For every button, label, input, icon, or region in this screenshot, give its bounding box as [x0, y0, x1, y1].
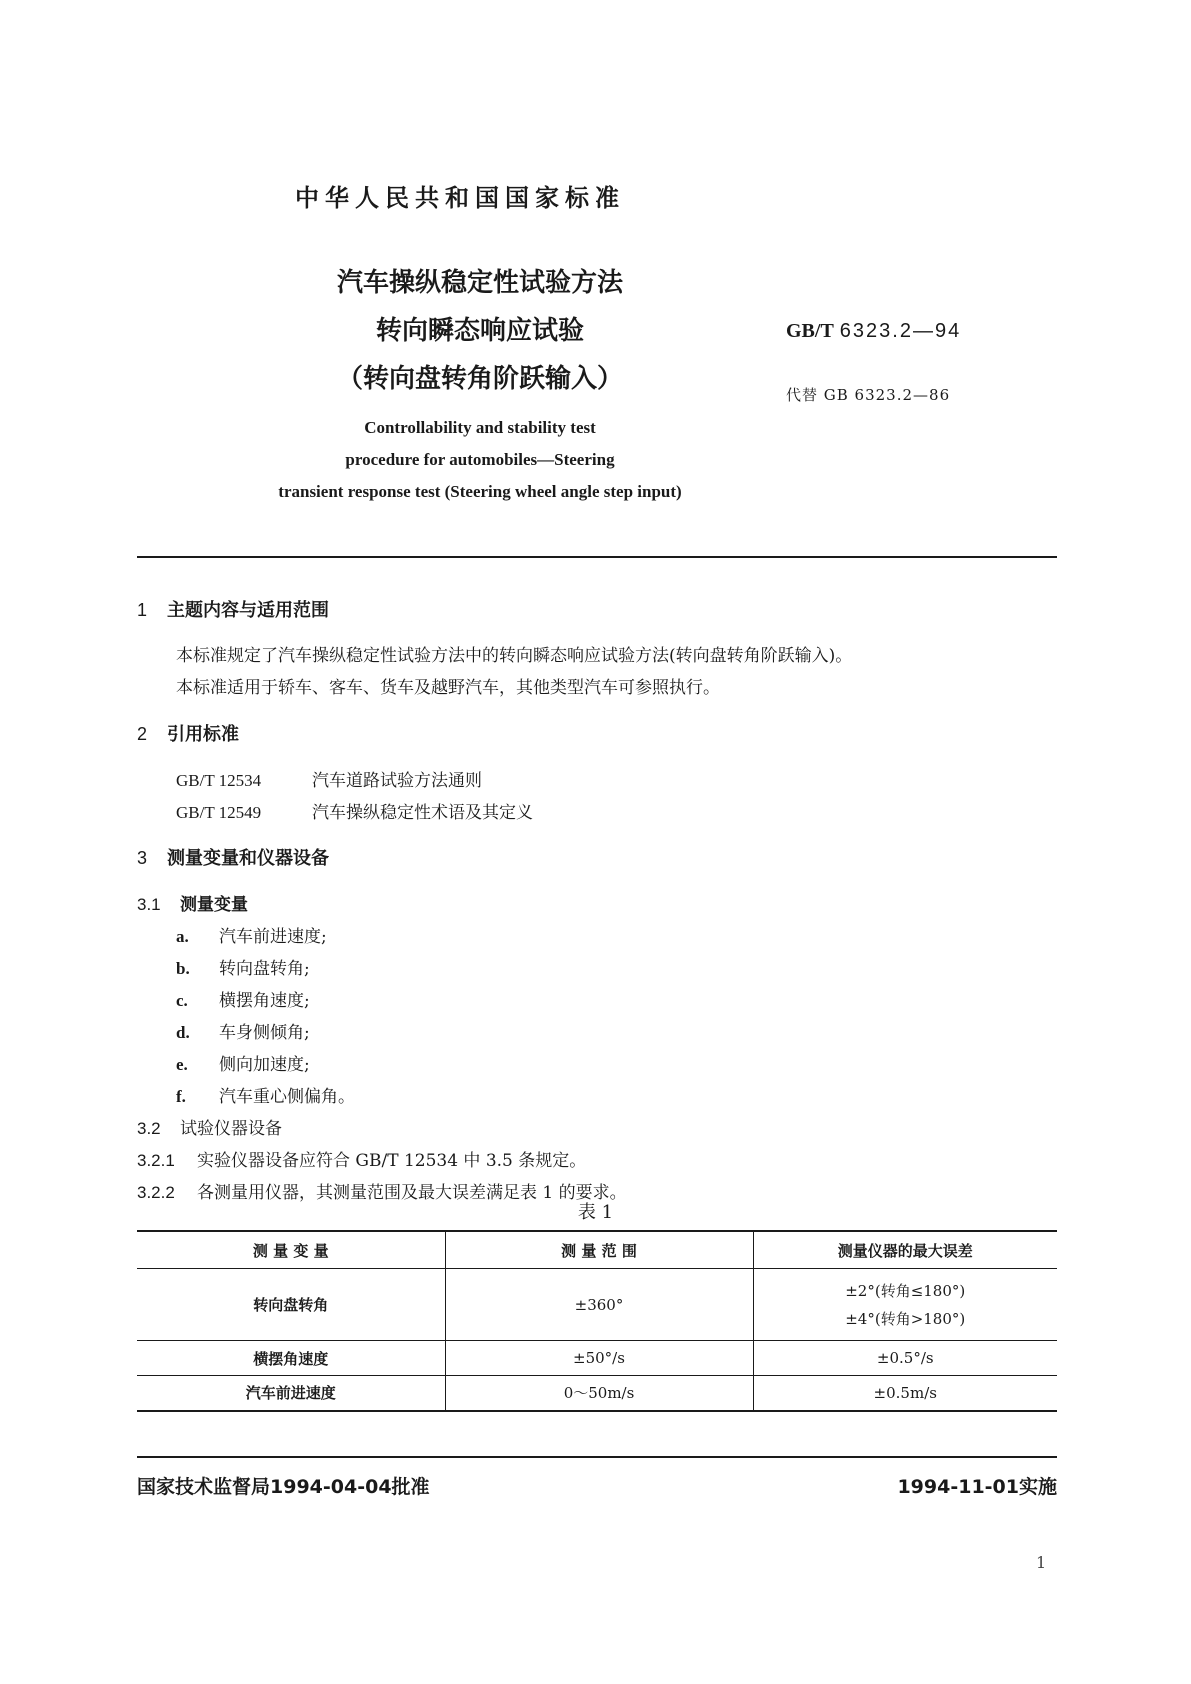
reference-title: 汽车道路试验方法通则	[312, 771, 482, 791]
cell-error-line: ±4°(转角>180°)	[845, 1309, 966, 1328]
reference-item	[176, 798, 533, 823]
implementation-date: 1994-11-01实施	[897, 1476, 1057, 1498]
table-row	[137, 1269, 1057, 1341]
clause-title: 试验仪器设备	[180, 1119, 282, 1139]
section-1-paragraph-2: 本标准适用于轿车、客车、货车及越野汽车，其他类型汽车可参照执行。	[176, 678, 720, 698]
clause-3-2-heading	[137, 1114, 282, 1139]
section-number: 2	[137, 724, 148, 744]
list-marker: b.	[176, 959, 190, 978]
table-row	[137, 1376, 1057, 1411]
title-cn-line-1: 汽车操纵稳定性试验方法	[336, 268, 623, 298]
list-item	[176, 986, 310, 1011]
reference-title: 汽车操纵稳定性术语及其定义	[312, 803, 533, 823]
cell-error: ±0.5m/s	[753, 1376, 1057, 1411]
section-title: 主题内容与适用范围	[167, 600, 329, 621]
measurement-table	[137, 1230, 1057, 1412]
reference-code: GB/T 12534	[176, 771, 262, 790]
reference-code: GB/T 12549	[176, 803, 262, 822]
cell-variable: 横摆角速度	[137, 1341, 445, 1376]
column-header-range: 测 量 范 围	[445, 1231, 753, 1269]
section-1-paragraph-1: 本标准规定了汽车操纵稳定性试验方法中的转向瞬态响应试验方法(转向盘转角阶跃输入)。	[176, 646, 853, 666]
clause-title: 测量变量	[180, 895, 248, 915]
list-marker: c.	[176, 991, 188, 1010]
cell-range: 0～50m/s	[445, 1376, 753, 1411]
list-marker: e.	[176, 1055, 188, 1074]
replaces-standard: 代替 GB 6323.2—86	[786, 386, 951, 404]
clause-3-1-heading	[137, 890, 248, 915]
clause-number: 3.2.2	[137, 1183, 175, 1202]
cell-variable: 转向盘转角	[137, 1269, 445, 1341]
clause-number: 3.2	[137, 1119, 161, 1138]
clause-text: 各测量用仪器，其测量范围及最大误差满足表 1 的要求。	[197, 1183, 627, 1203]
list-item	[176, 1050, 310, 1075]
reference-item	[176, 766, 482, 791]
column-header-error: 测量仪器的最大误差	[753, 1231, 1057, 1269]
approval-date: 国家技术监督局1994-04-04批准	[137, 1476, 430, 1498]
list-text: 横摆角速度;	[219, 991, 310, 1011]
clause-number: 3.2.1	[137, 1151, 175, 1170]
list-item	[176, 954, 310, 979]
section-number: 3	[137, 848, 148, 868]
section-number: 1	[137, 600, 148, 620]
table-header-row	[137, 1231, 1057, 1269]
standard-number	[786, 318, 961, 343]
clause-3-2-1	[137, 1146, 586, 1171]
section-2-heading	[137, 720, 239, 746]
clause-text: 实验仪器设备应符合 GB/T 12534 中 3.5 条规定。	[197, 1151, 587, 1171]
section-3-heading	[137, 844, 329, 870]
title-en-line-3: transient response test (Steering wheel angle step input)	[278, 482, 682, 501]
list-text: 侧向加速度;	[219, 1055, 310, 1075]
list-text: 转向盘转角;	[219, 959, 310, 979]
standard-number-value: 6323.2—94	[839, 320, 962, 342]
list-marker: d.	[176, 1023, 190, 1042]
page-number: 1	[1036, 1553, 1047, 1572]
title-en-line-1: Controllability and stability test	[364, 418, 596, 437]
list-text: 汽车重心侧偏角。	[219, 1087, 355, 1107]
list-marker: f.	[176, 1087, 186, 1106]
cell-error-line: ±2°(转角≤180°)	[845, 1281, 966, 1300]
cell-range: ±360°	[445, 1269, 753, 1341]
list-text: 车身侧倾角;	[219, 1023, 310, 1043]
cell-error: ±0.5°/s	[753, 1341, 1057, 1376]
footer-divider	[137, 1456, 1057, 1458]
national-standard-heading: 中华人民共和国国家标准	[295, 184, 625, 212]
list-item	[176, 1082, 355, 1107]
header-divider	[137, 556, 1057, 558]
section-1-heading	[137, 596, 329, 622]
cell-range: ±50°/s	[445, 1341, 753, 1376]
title-en-line-2: procedure for automobiles—Steering	[345, 450, 615, 469]
table-row	[137, 1341, 1057, 1376]
table-caption: 表 1	[577, 1202, 614, 1223]
section-title: 测量变量和仪器设备	[167, 848, 329, 869]
list-text: 汽车前进速度;	[219, 927, 327, 947]
title-cn-line-2: 转向瞬态响应试验	[375, 316, 584, 346]
clause-number: 3.1	[137, 895, 161, 914]
section-title: 引用标准	[167, 724, 239, 745]
list-marker: a.	[176, 927, 189, 946]
list-item	[176, 1018, 310, 1043]
list-item	[176, 922, 327, 947]
title-cn-line-3: （转向盘转角阶跃输入）	[336, 364, 623, 394]
cell-variable: 汽车前进速度	[137, 1376, 445, 1411]
cell-error	[753, 1269, 1057, 1341]
column-header-variable: 测 量 变 量	[137, 1231, 445, 1269]
standard-code: GB/T	[786, 320, 834, 342]
